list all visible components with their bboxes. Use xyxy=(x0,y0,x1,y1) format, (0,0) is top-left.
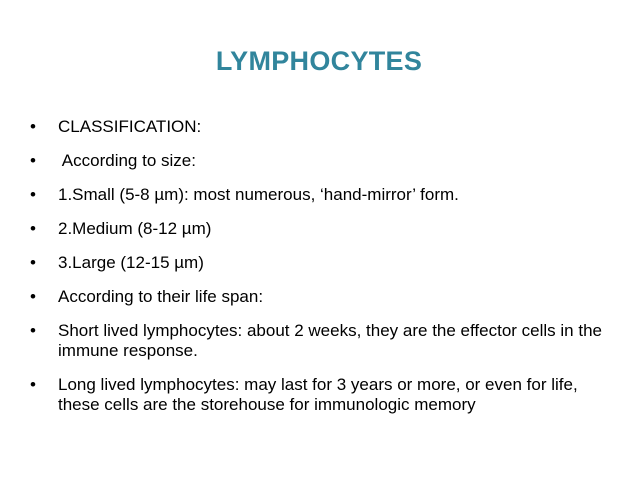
bullet-item-life-span xyxy=(30,287,620,307)
bullet-dot-icon: • xyxy=(30,219,36,238)
bullet-dot-icon: • xyxy=(30,253,36,272)
bullet-text: Long lived lymphocytes: may last for 3 years or more, or even for life, these cells are the storehouse for immunologic memory xyxy=(58,375,578,414)
bullet-text: 2.Medium (8-12 µm) xyxy=(58,219,212,238)
bullet-text: According to their life span: xyxy=(58,287,264,306)
bullet-dot-icon: • xyxy=(30,151,36,170)
bullet-list xyxy=(30,117,620,429)
bullet-item-classification xyxy=(30,117,620,137)
bullet-text: 3.Large (12-15 µm) xyxy=(58,253,204,272)
bullet-dot-icon: • xyxy=(30,375,36,394)
bullet-item-small xyxy=(30,185,620,205)
slide-title: LYMPHOCYTES xyxy=(215,46,423,76)
bullet-item-long-lived xyxy=(30,375,620,415)
bullet-text: According to size: xyxy=(58,151,196,170)
bullet-item-large xyxy=(30,253,620,273)
bullet-dot-icon: • xyxy=(30,287,36,306)
bullet-text: CLASSIFICATION: xyxy=(58,117,202,136)
bullet-text: Short lived lymphocytes: about 2 weeks, they are the effector cells in the immune response. xyxy=(58,321,602,360)
bullet-dot-icon: • xyxy=(30,321,36,340)
bullet-text: 1.Small (5-8 µm): most numerous, ‘hand-mirror’ form. xyxy=(58,185,459,204)
bullet-item-medium xyxy=(30,219,620,239)
bullet-item-short-lived xyxy=(30,321,620,361)
bullet-dot-icon: • xyxy=(30,117,36,136)
bullet-item-according-to-size xyxy=(30,151,620,171)
bullet-dot-icon: • xyxy=(30,185,36,204)
